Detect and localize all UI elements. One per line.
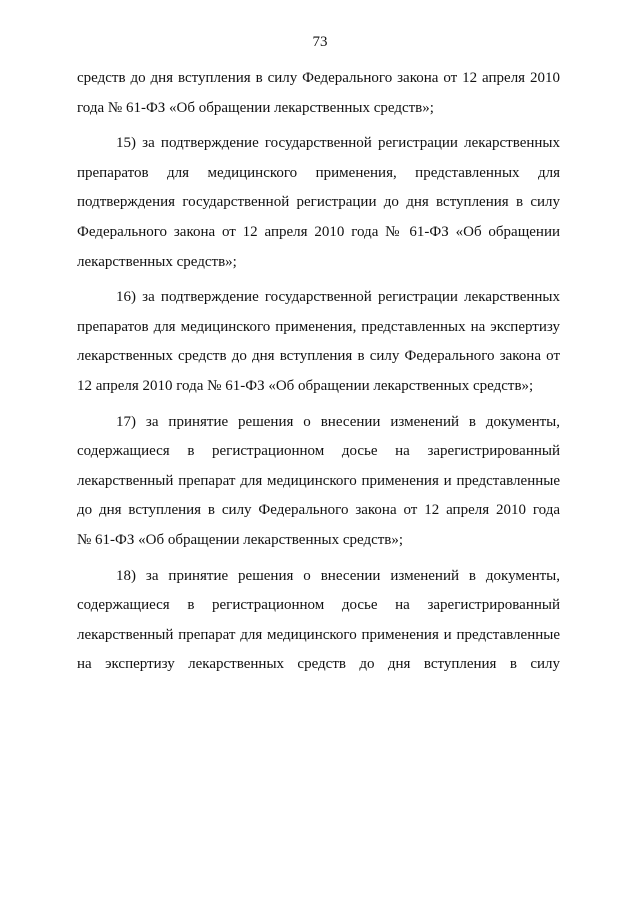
text-line: Федерального закона от 12 апреля 2010 года № 61-ФЗ «Об обращении [77,223,560,240]
page-number: 73 [312,34,328,50]
text-line: лекарственных средств»; [77,253,237,270]
text-line: препаратов для медицинского применения, представленных для [77,164,560,181]
text-line: 12 апреля 2010 года № 61-ФЗ «Об обращении лекарственных средств»; [77,377,534,394]
text-line: лекарственный препарат для медицинского применения и представленные [77,626,560,643]
text-line: содержащиеся в регистрационном досье на зарегистрированный [77,597,560,614]
text-line: 17) за принятие решения о внесении изменений в документы, [116,413,560,430]
text-line: подтверждения государственной регистрации до дня вступления в силу [77,194,560,211]
paragraph-continuation [77,64,560,123]
document-body [77,64,560,686]
text-line: 16) за подтверждение государственной регистрации лекарственных [116,289,560,306]
text-line: года № 61-ФЗ «Об обращении лекарственных средств»; [77,99,434,116]
text-line: 18) за принятие решения о внесении изменений в документы, [116,567,560,584]
paragraph-item-18 [77,562,560,680]
text-line: 15) за подтверждение государственной регистрации лекарственных [116,135,560,152]
text-line: до дня вступления в силу Федерального закона от 12 апреля 2010 года [77,502,560,519]
paragraph-item-17 [77,408,560,556]
text-line: на экспертизу лекарственных средств до дня вступления в силу [77,656,560,673]
text-line: лекарственных средств до дня вступления в силу Федерального закона от [77,348,560,365]
text-line: средств до дня вступления в силу Федерального закона от 12 апреля 2010 [77,70,560,86]
text-line: лекарственный препарат для медицинского применения и представленные [77,472,560,489]
paragraph-item-15 [77,129,560,277]
text-line: № 61-ФЗ «Об обращении лекарственных средств»; [77,531,404,548]
text-line: содержащиеся в регистрационном досье на зарегистрированный [77,443,560,460]
text-line: препаратов для медицинского применения, представленных на экспертизу [77,318,560,335]
paragraph-item-16 [77,283,560,401]
